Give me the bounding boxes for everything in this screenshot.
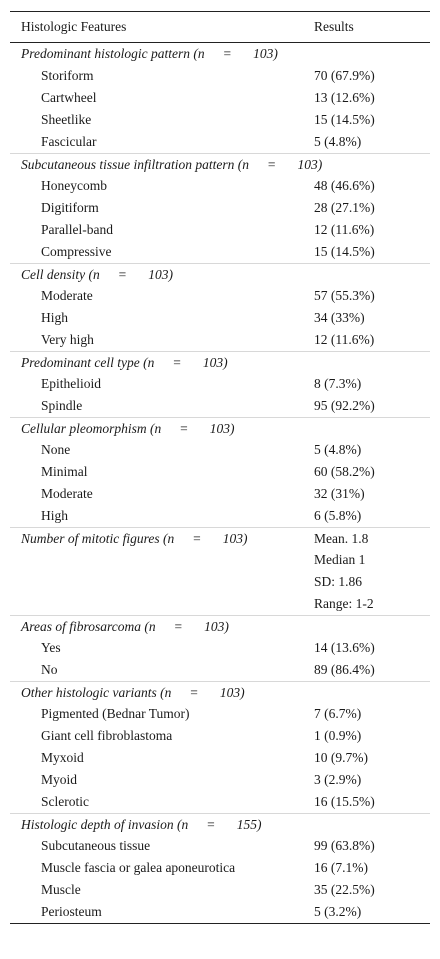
feature-label: Cartwheel (41, 90, 97, 105)
group-n-value: 103) (204, 618, 229, 634)
result-value: 57 (55.3%) (314, 288, 375, 303)
result-value: 32 (31%) (314, 486, 365, 501)
group-title-text: Predominant cell type (n (21, 354, 155, 370)
group-title-text: Predominant histologic pattern (n (21, 46, 205, 61)
group-n-value: 103) (209, 420, 235, 436)
result-value: 28 (27.1%) (314, 200, 375, 215)
feature-label: Muscle (41, 882, 81, 897)
feature-label: Muscle fascia or galea aponeurotica (41, 860, 236, 875)
group-n-equals: = (172, 354, 185, 370)
table-row (10, 857, 430, 879)
table-row (10, 637, 430, 659)
table-row (10, 241, 430, 263)
group-n-equals: = (206, 816, 219, 832)
group-n-equals: = (192, 530, 205, 546)
table-header-row (10, 12, 430, 43)
feature-label: High (41, 508, 68, 523)
result-value: 99 (63.8%) (314, 838, 375, 853)
feature-label: Periosteum (41, 904, 102, 919)
table-row (10, 703, 430, 725)
feature-label: Moderate (41, 288, 93, 303)
feature-label: Digitiform (41, 200, 99, 215)
group-n-value: 103) (253, 46, 278, 61)
feature-label: Storiform (41, 68, 94, 83)
result-value: 12 (11.6%) (314, 222, 375, 237)
table-row (10, 901, 430, 923)
result-continuation-row (10, 593, 430, 615)
header-histologic-features: Histologic Features (21, 19, 127, 34)
group-n-value: 103) (148, 266, 173, 282)
group-title-text: Histologic depth of invasion (n (21, 816, 189, 832)
result-value: 8 (7.3%) (314, 376, 362, 391)
table-row (10, 131, 430, 153)
feature-label: No (41, 662, 58, 677)
result-continuation-row (10, 549, 430, 571)
result-value: 10 (9.7%) (314, 750, 368, 765)
result-value: 89 (86.4%) (314, 662, 375, 677)
group-n-equals: = (173, 618, 187, 634)
result-continuation-row (10, 571, 430, 593)
group-header-row (10, 417, 430, 439)
result-value: 5 (3.2%) (314, 904, 362, 919)
group-header-row (10, 153, 430, 175)
histologic-features-table (10, 11, 430, 924)
table-row (10, 879, 430, 901)
group-n-value: 103) (222, 530, 248, 546)
table-row (10, 307, 430, 329)
group-title-text: Other histologic variants (n (21, 684, 172, 700)
table-row (10, 769, 430, 791)
table-row (10, 659, 430, 681)
table-row (10, 329, 430, 351)
group-n-value: 103) (202, 354, 228, 370)
feature-label: Sheetlike (41, 112, 92, 127)
group-title (10, 817, 314, 833)
result-value: 16 (15.5%) (314, 794, 375, 809)
group-title-text: Cell density (n (21, 266, 100, 282)
result-value: 6 (5.8%) (314, 508, 362, 523)
group-title-text: Areas of fibrosarcoma (n (21, 618, 156, 634)
table-row (10, 395, 430, 417)
feature-label: Minimal (41, 464, 88, 479)
group-n-equals: = (267, 156, 280, 172)
statistic-value: Median 1 (314, 552, 366, 567)
result-value: 34 (33%) (314, 310, 365, 325)
table-row (10, 461, 430, 483)
table-row (10, 175, 430, 197)
group-title (10, 156, 323, 173)
header-results: Results (314, 19, 354, 34)
result-value: 12 (11.6%) (314, 332, 375, 347)
result-value: 70 (67.9%) (314, 68, 375, 83)
feature-label: Epithelioid (41, 376, 101, 391)
result-value: 95 (92.2%) (314, 398, 375, 413)
result-value: 5 (4.8%) (314, 442, 362, 457)
group-header-row (10, 43, 430, 65)
result-value: 1 (0.9%) (314, 728, 362, 743)
result-value: 13 (12.6%) (314, 90, 375, 105)
feature-label: Sclerotic (41, 794, 89, 809)
table-row (10, 505, 430, 527)
group-title-text: Number of mitotic figures (n (21, 530, 175, 546)
result-value: 14 (13.6%) (314, 640, 375, 655)
group-header-row (10, 681, 430, 703)
feature-label: Myxoid (41, 750, 84, 765)
feature-label: Parallel-band (41, 222, 113, 237)
group-header-row (10, 615, 430, 637)
group-header-row (10, 813, 430, 835)
feature-label: Moderate (41, 486, 93, 501)
feature-label: Myoid (41, 772, 78, 787)
group-n-equals: = (189, 684, 202, 700)
result-value: 15 (14.5%) (314, 112, 375, 127)
group-title (10, 46, 314, 62)
table-row (10, 373, 430, 395)
group-result: Mean. 1.8 (314, 530, 369, 546)
table-row (10, 197, 430, 219)
feature-label: Honeycomb (41, 178, 107, 193)
group-title (10, 355, 314, 371)
group-n-equals: = (117, 266, 131, 282)
table-row (10, 725, 430, 747)
feature-label: Very high (41, 332, 94, 347)
feature-label: Subcutaneous tissue (41, 838, 151, 853)
group-title (10, 619, 314, 635)
feature-label: Fascicular (41, 134, 97, 149)
table-row (10, 219, 430, 241)
feature-label: High (41, 310, 68, 325)
table-row (10, 65, 430, 87)
group-title (10, 685, 314, 701)
statistic-value: Range: 1-2 (314, 596, 374, 611)
statistic-value: SD: 1.86 (314, 574, 363, 589)
result-value: 7 (6.7%) (314, 706, 362, 721)
feature-label: Yes (41, 640, 61, 655)
group-title (10, 267, 314, 283)
feature-label: Spindle (41, 398, 83, 413)
feature-label: Giant cell fibroblastoma (41, 728, 173, 743)
feature-label: Compressive (41, 244, 112, 259)
result-value: 3 (2.9%) (314, 772, 362, 787)
table-row (10, 109, 430, 131)
group-header-row (10, 263, 430, 285)
group-n-value: 103) (297, 156, 323, 172)
table-row (10, 439, 430, 461)
table-row (10, 747, 430, 769)
result-value: 35 (22.5%) (314, 882, 375, 897)
table-body (10, 43, 430, 923)
result-value: 5 (4.8%) (314, 134, 362, 149)
group-title-text: Subcutaneous tissue infiltration pattern (n (21, 156, 249, 172)
table-row (10, 87, 430, 109)
table-row (10, 483, 430, 505)
group-title (10, 531, 314, 547)
result-value: 60 (58.2%) (314, 464, 375, 479)
feature-label: Pigmented (Bednar Tumor) (41, 706, 190, 721)
table-row (10, 791, 430, 813)
result-value: 16 (7.1%) (314, 860, 368, 875)
result-value: 48 (46.6%) (314, 178, 375, 193)
table-row (10, 285, 430, 307)
group-title-text: Cellular pleomorphism (n (21, 420, 162, 436)
group-title (10, 421, 314, 437)
group-n-equals: = (222, 46, 236, 61)
group-n-value: 103) (219, 684, 245, 700)
table-row (10, 835, 430, 857)
result-value: 15 (14.5%) (314, 244, 375, 259)
group-header-row (10, 351, 430, 373)
group-n-value: 155) (236, 816, 262, 832)
group-n-equals: = (179, 420, 192, 436)
group-header-row (10, 527, 430, 549)
feature-label: None (41, 442, 71, 457)
